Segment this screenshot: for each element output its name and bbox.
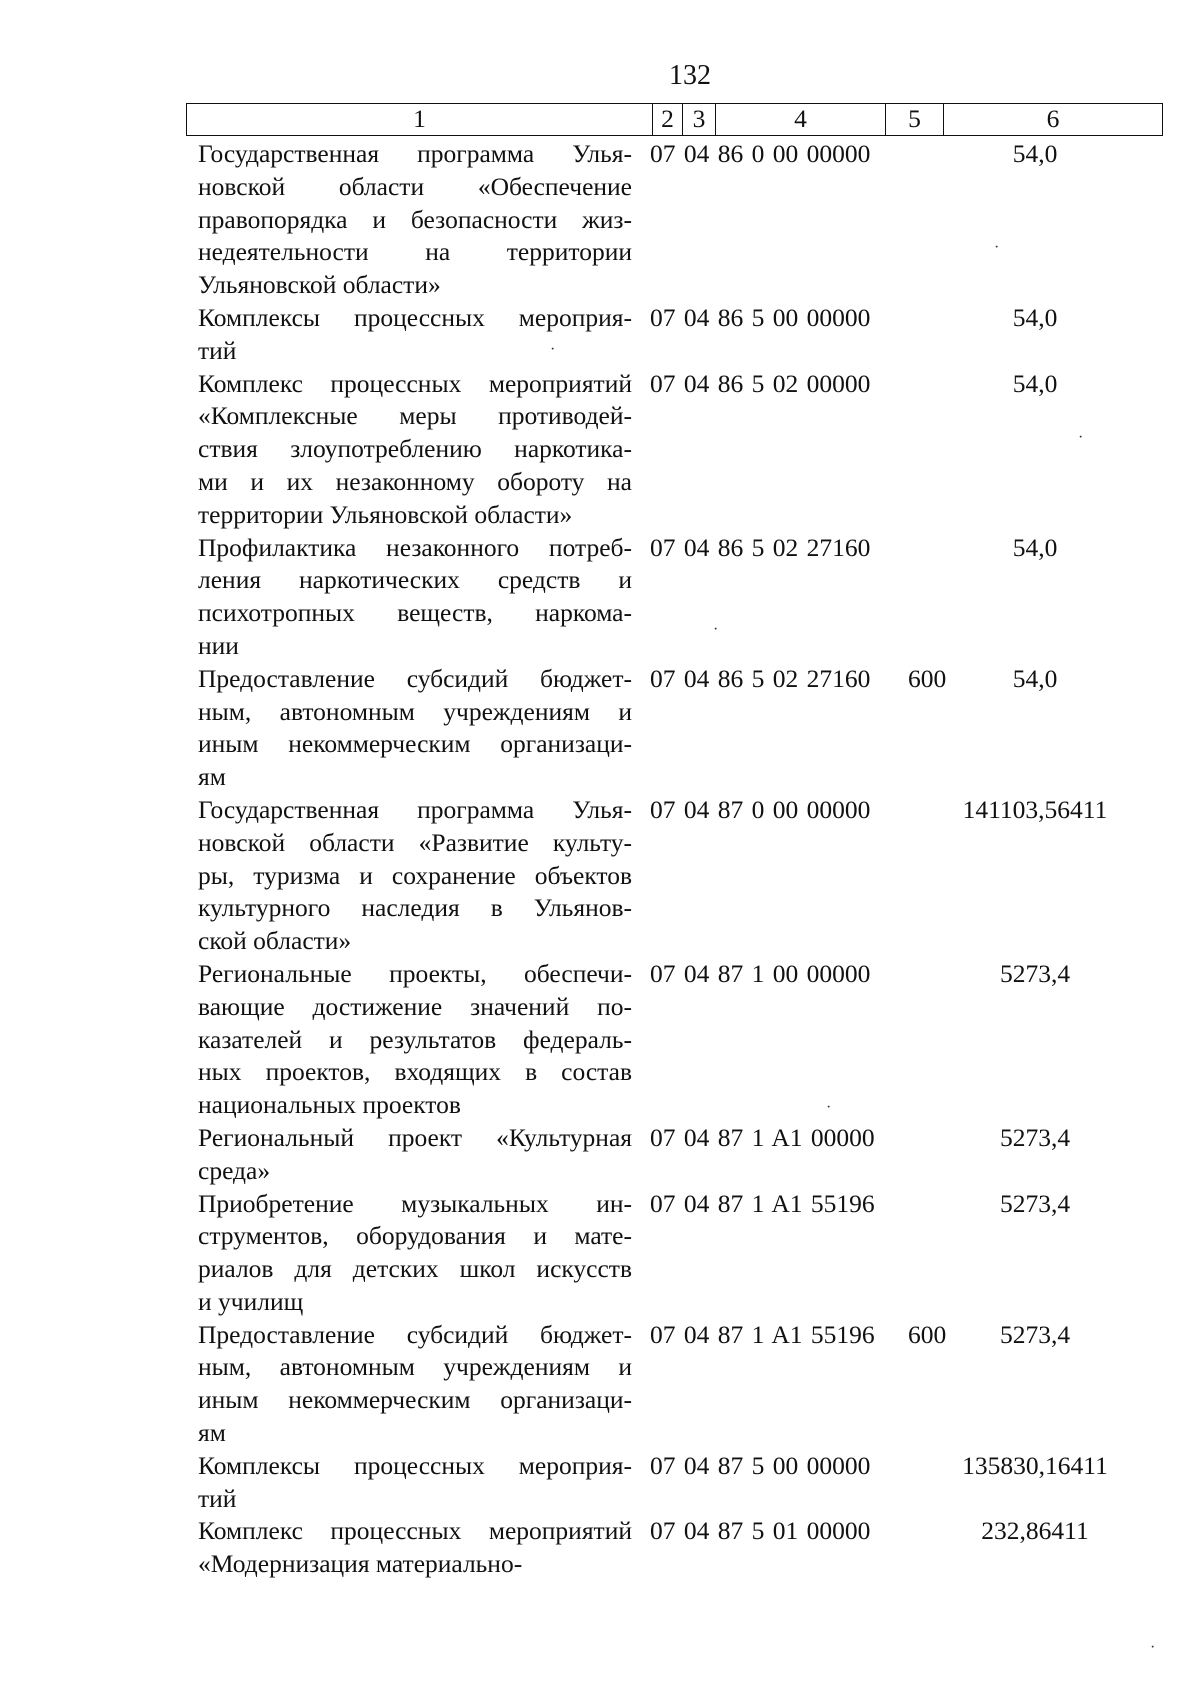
table-body — [0, 138, 1200, 1581]
description-line: струментов, оборудования и мате- — [198, 1221, 632, 1251]
description-line: Предоставление субсидий бюджет- — [198, 1319, 632, 1349]
budget-code: 07 04 87 1 A1 00000 — [650, 1122, 875, 1152]
row-description — [198, 794, 632, 958]
scan-speck: · — [1078, 429, 1084, 446]
budget-code: 07 04 87 0 00 00000 — [650, 794, 871, 824]
table-row — [0, 1188, 1200, 1319]
header-col-4: 4 — [716, 104, 886, 135]
description-line: Комплекс процессных мероприятий — [198, 1516, 632, 1546]
description-line: «Модернизация материально- — [198, 1549, 523, 1579]
table-row — [0, 958, 1200, 1122]
row-description — [198, 1122, 632, 1188]
expense-type-code: 600 — [908, 663, 947, 693]
description-line: тий — [198, 335, 237, 365]
budget-code: 07 04 86 5 02 27160 — [650, 663, 871, 693]
amount: 5273,4 — [999, 1122, 1071, 1152]
row-description — [198, 1319, 632, 1450]
amount: 54,0 — [1012, 139, 1058, 168]
amount: 5273,4 — [999, 958, 1071, 988]
description-line: психотропных веществ, наркома- — [198, 598, 632, 628]
description-line: вающие достижение значений по- — [198, 991, 632, 1021]
description-line: казателей и результатов федераль- — [198, 1024, 632, 1054]
page-number: 132 — [669, 60, 711, 91]
description-line: Региональный проект «Культурная — [198, 1122, 632, 1152]
row-description — [198, 302, 632, 368]
description-line: ных проектов, входящих в состав — [198, 1057, 632, 1087]
table-row — [0, 368, 1200, 532]
table-row — [0, 1122, 1200, 1188]
header-col-3: 3 — [683, 104, 716, 135]
description-line: Региональные проекты, обеспечи- — [198, 958, 632, 988]
description-line: «Комплексные меры противодей- — [198, 401, 632, 431]
row-description — [198, 1450, 632, 1516]
scan-speck: · — [1150, 1639, 1156, 1656]
table-row — [0, 302, 1200, 368]
description-line: тий — [198, 1483, 237, 1513]
description-line: Предоставление субсидий бюджет- — [198, 663, 632, 693]
amount: 54,0 — [1012, 663, 1058, 693]
header-col-5: 5 — [886, 104, 944, 135]
description-line: иным некоммерческим организаци- — [198, 729, 632, 759]
header-col-2: 2 — [653, 104, 683, 135]
description-line: ным, автономным учреждениям и — [198, 1352, 632, 1382]
budget-code: 07 04 87 1 A1 55196 — [650, 1319, 875, 1349]
description-line: Государственная программа Улья- — [198, 139, 632, 168]
description-line: ным, автономным учреждениям и — [198, 696, 632, 726]
row-description — [198, 532, 632, 663]
amount: 141103,56411 — [962, 794, 1108, 824]
description-line: национальных проектов — [198, 1090, 461, 1120]
description-line: территории Ульяновской области» — [198, 499, 573, 529]
description-line: ям — [198, 762, 226, 792]
table-row — [0, 1319, 1200, 1450]
description-line: Комплекс процессных мероприятий — [198, 368, 632, 398]
description-line: ления наркотических средств и — [198, 565, 632, 595]
description-line: нии — [198, 630, 239, 660]
description-line: ствия злоупотреблению наркотика- — [198, 434, 632, 464]
description-line: Ульяновской области» — [198, 270, 441, 300]
description-line: Приобретение музыкальных ин- — [198, 1188, 632, 1218]
amount: 5273,4 — [999, 1319, 1071, 1349]
description-line: и училищ — [198, 1286, 304, 1316]
scan-speck: · — [713, 621, 719, 638]
amount: 54,0 — [1012, 368, 1058, 398]
description-line: среда» — [198, 1155, 271, 1185]
table-row — [0, 1515, 1200, 1581]
amount: 135830,16411 — [962, 1450, 1108, 1480]
description-line: Комплексы процессных мероприя- — [198, 1450, 632, 1480]
description-line: Профилактика незаконного потреб- — [198, 532, 632, 562]
row-description — [198, 368, 632, 532]
budget-code: 07 04 87 5 01 00000 — [650, 1516, 871, 1546]
description-line: иным некоммерческим организаци- — [198, 1385, 632, 1415]
description-line: риалов для детских школ искусств — [198, 1254, 632, 1284]
scan-speck: · — [994, 239, 1000, 256]
description-line: Комплексы процессных мероприя- — [198, 302, 632, 332]
scan-speck: · — [826, 1099, 832, 1116]
table-row — [0, 794, 1200, 958]
row-description — [198, 958, 632, 1122]
description-line: культурного наследия в Ульянов- — [198, 893, 632, 923]
budget-code: 07 04 86 5 02 00000 — [650, 368, 871, 398]
table-row — [0, 1450, 1200, 1516]
header-col-6: 6 — [1046, 104, 1060, 133]
budget-code: 07 04 86 5 00 00000 — [650, 302, 871, 332]
amount: 232,86411 — [981, 1516, 1089, 1546]
table-row — [0, 663, 1200, 794]
row-description — [198, 138, 632, 302]
description-line: недеятельности на территории — [198, 237, 632, 267]
table-row — [0, 532, 1200, 663]
row-description — [198, 1515, 632, 1581]
description-line: Государственная программа Улья- — [198, 794, 632, 824]
budget-code: 07 04 86 0 00 00000 — [650, 139, 871, 168]
amount: 54,0 — [1012, 302, 1058, 332]
amount: 54,0 — [1012, 532, 1058, 562]
description-line: ры, туризма и сохранение объектов — [198, 860, 632, 890]
budget-code: 07 04 87 5 00 00000 — [650, 1450, 871, 1480]
amount: 5273,4 — [999, 1188, 1071, 1218]
header-col-1: 1 — [187, 104, 653, 135]
row-description — [198, 1188, 632, 1319]
description-line: новской области «Развитие культу- — [198, 827, 632, 857]
description-line: ям — [198, 1418, 226, 1448]
description-line: новской области «Обеспечение — [198, 171, 632, 201]
description-line: ской области» — [198, 926, 352, 956]
budget-code: 07 04 86 5 02 27160 — [650, 532, 871, 562]
budget-code: 07 04 87 1 A1 55196 — [650, 1188, 875, 1218]
description-line: правопорядка и безопасности жиз- — [198, 204, 632, 234]
table-header — [186, 103, 1163, 136]
row-description — [198, 663, 632, 794]
expense-type-code: 600 — [908, 1319, 947, 1349]
scan-speck: · — [550, 341, 556, 358]
budget-code: 07 04 87 1 00 00000 — [650, 958, 871, 988]
description-line: ми и их незаконному обороту на — [198, 466, 632, 496]
table-row — [0, 138, 1200, 302]
